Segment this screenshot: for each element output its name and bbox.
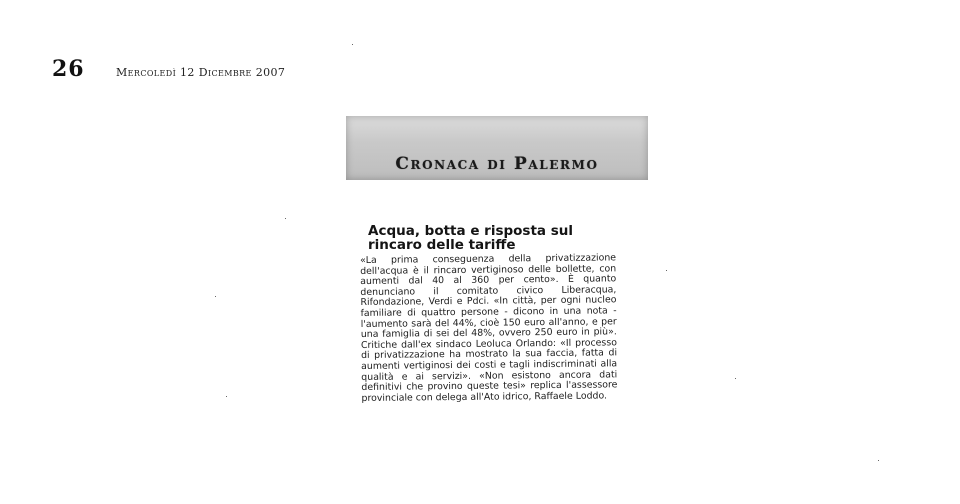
article-body: «La prima conseguenza della privatizzazione dell'acqua è il rincaro vertiginoso delle bollette, con aumenti dal 40 al 360 per cento». È quanto denunciano il comitato civico Liberacqua, Rifondazione, Verdi e Pdci. «In città, per ogni nucleo familiare di quattro persone - dicono in una nota - l'aumento sarà del 44%, cioè 150 euro all'anno, e per una famiglia di sei del 48%, ovvero 250 euro in più». Critiche dall'ex sindaco Leoluca Orlando: «Il processo di privatizzazione ha mostrato la sua faccia, fatta di aumenti vertiginosi dei costi e tagli indiscriminati alla qualità e ai servizi». «Non esistono ancora dati definitivi che provino queste tesi» replica l'assessore provinciale con delega all'Ato idrico, Raffaele Loddo.	[359, 252, 618, 404]
article	[360, 224, 616, 404]
scan-speck	[878, 460, 879, 461]
section-title: Cronaca di Palermo	[395, 154, 599, 174]
article-headline: Acqua, botta e risposta sul rincaro delle tariffe	[368, 223, 574, 253]
scan-speck	[226, 396, 227, 397]
scan-speck	[666, 270, 667, 271]
page-date: Mercoledì 12 Dicembre 2007	[116, 66, 286, 79]
page-number: 26	[52, 56, 85, 82]
scan-speck	[285, 218, 286, 219]
section-banner	[346, 116, 648, 180]
scan-speck	[215, 296, 216, 297]
scan-speck	[352, 44, 353, 45]
scan-speck	[735, 378, 736, 379]
